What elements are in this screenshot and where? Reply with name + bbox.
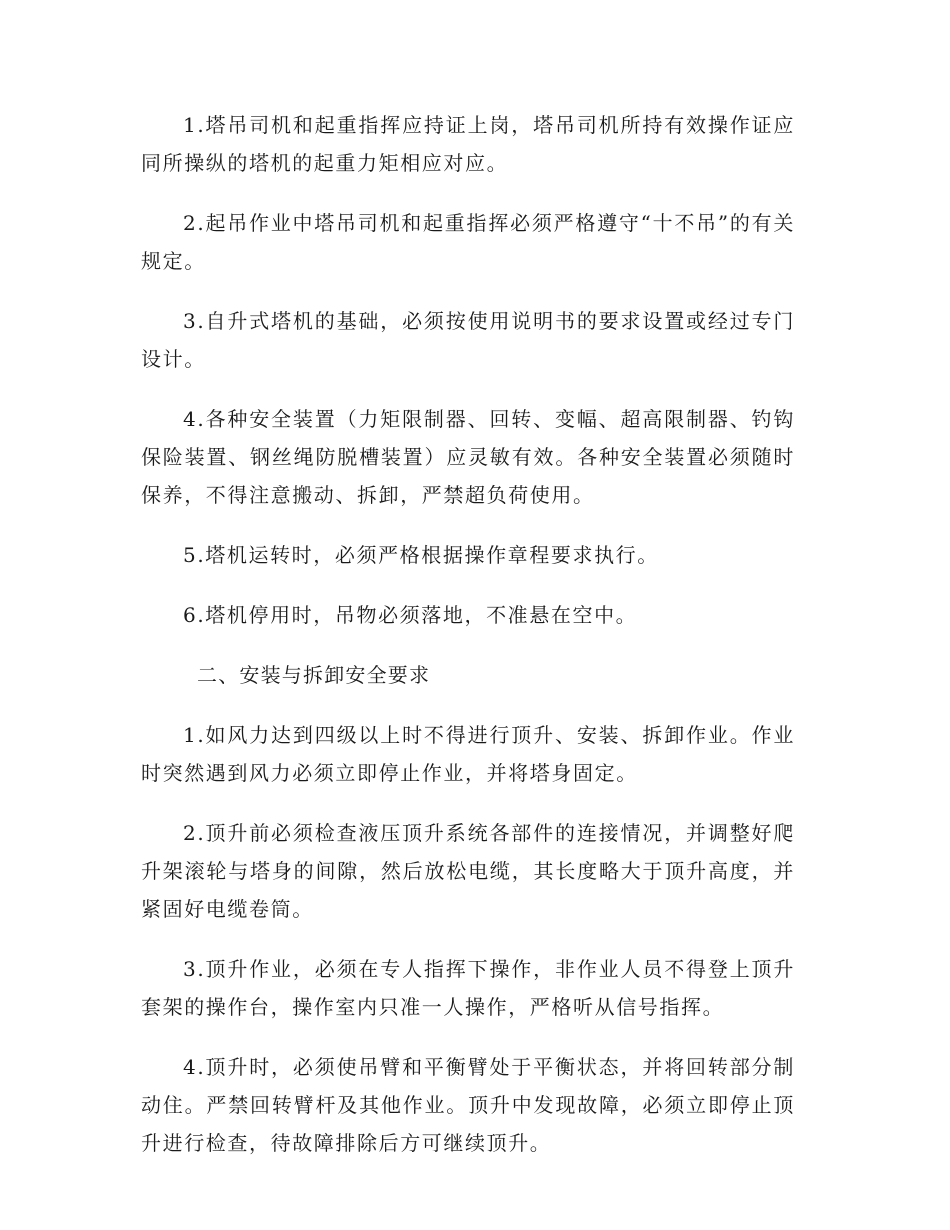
paragraph-10: 4.顶升时，必须使吊臂和平衡臂处于平衡状态，并将回转部分制动住。严禁回转臂杆及其他作业。顶升中发现故障，必须立即停止顶升进行检查，待故障排除后方可继续顶升。 <box>141 1055 795 1155</box>
paragraph-4: 4.各种安全装置（力矩限制器、回转、变幅、超高限制器、钓钩保险装置、钢丝绳防脱槽装置）应灵敏有效。各种安全装置必须随时保养，不得注意搬动、拆卸，严禁超负荷使用。 <box>141 407 795 507</box>
document-body <box>141 106 795 1184</box>
paragraph-7: 1.如风力达到四级以上时不得进行顶升、安装、拆卸作业。作业时突然遇到风力必须立即停止作业，并将塔身固定。 <box>141 723 795 785</box>
paragraph-8: 2.顶升前必须检查液压顶升系统各部件的连接情况，并调整好爬升架滚轮与塔身的间隙，然后放松电缆，其长度略大于顶升高度，并紧固好电缆卷筒。 <box>141 821 795 921</box>
paragraph-2: 2.起吊作业中塔吊司机和起重指挥必须严格遵守“十不吊”的有关规定。 <box>141 211 795 273</box>
paragraph-9: 3.顶升作业，必须在专人指挥下操作，非作业人员不得登上顶升套架的操作台，操作室内只准一人操作，严格听从信号指挥。 <box>141 957 795 1019</box>
section-heading: 二、安装与拆卸安全要求 <box>197 663 431 687</box>
paragraph-3: 3.自升式塔机的基础，必须按使用说明书的要求设置或经过专门设计。 <box>141 309 795 371</box>
paragraph-5: 5.塔机运转时，必须严格根据操作章程要求执行。 <box>183 543 659 567</box>
paragraph-1: 1.塔吊司机和起重指挥应持证上岗，塔吊司机所持有效操作证应同所操纵的塔机的起重力矩相应对应。 <box>141 113 795 175</box>
paragraph-6: 6.塔机停用时，吊物必须落地，不准悬在空中。 <box>183 603 638 627</box>
